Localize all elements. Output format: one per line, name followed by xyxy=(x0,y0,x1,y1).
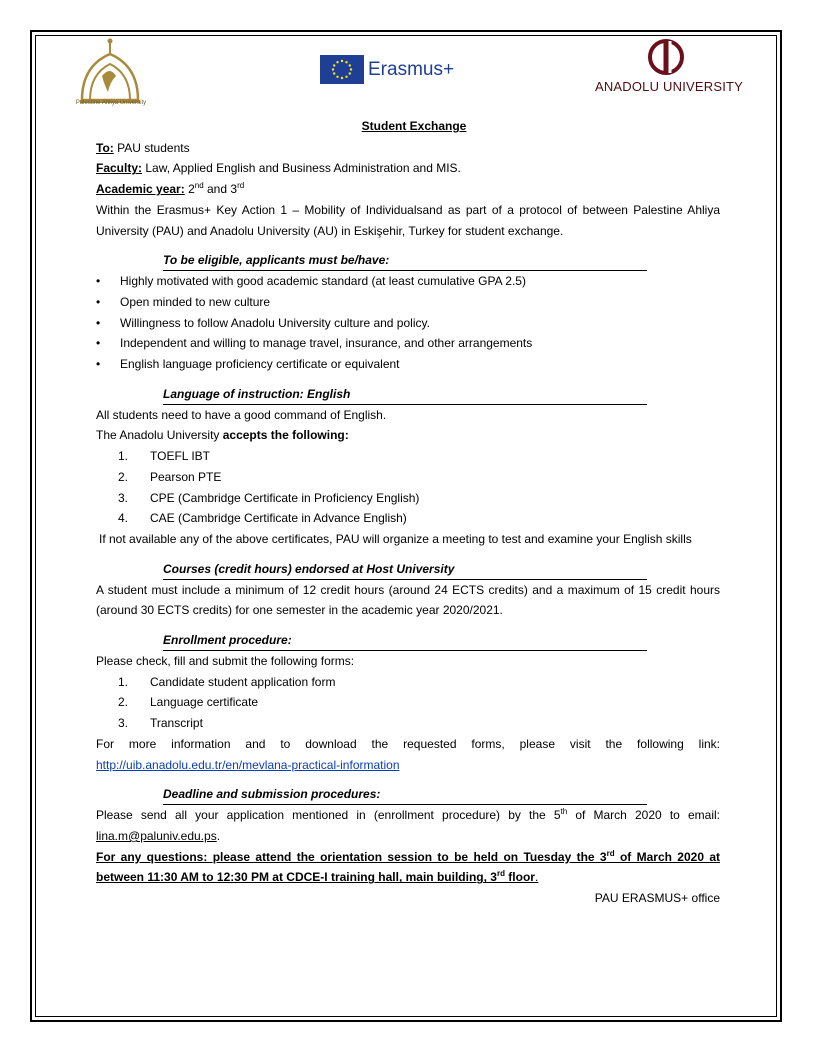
list-number: 3. xyxy=(118,716,129,731)
signature: PAU ERASMUS+ office xyxy=(594,891,720,906)
language-line-2-prefix: The Anadolu University xyxy=(96,428,223,443)
forms-list xyxy=(96,672,720,734)
eligibility-heading: To be eligible, applicants must be/have: xyxy=(163,250,647,271)
eu-flag-icon xyxy=(320,55,364,84)
faculty-line xyxy=(96,158,720,179)
language-note: If not available any of the above certificates, PAU will organize a meeting to test and examine your English skills xyxy=(99,531,692,546)
to-label: To: xyxy=(96,140,114,155)
intro-paragraph: Within the Erasmus+ Key Action 1 – Mobility of Individualsand as part of a protocol of between Palestine Ahliya University (PAU) and Anadolu University (AU) in Eskişehir, Turkey for student exchange. xyxy=(96,202,720,238)
orientation-text-1: For any questions: please attend the orientation session to be held on Tuesday the 3 xyxy=(96,849,607,864)
list-item xyxy=(96,713,720,734)
to-line xyxy=(96,138,720,159)
list-number: 2. xyxy=(118,695,129,710)
list-number: 2. xyxy=(118,469,129,484)
list-text: Transcript xyxy=(150,716,203,731)
to-value: PAU students xyxy=(117,140,190,155)
list-item xyxy=(96,692,720,713)
page-title: Student Exchange xyxy=(361,119,467,133)
more-info-paragraph xyxy=(96,734,720,775)
language-line-2 xyxy=(96,425,720,446)
pau-logo-caption: Palestine Ahliya University xyxy=(75,100,147,106)
list-number: 1. xyxy=(118,674,129,689)
deadline-paragraph xyxy=(96,805,720,846)
list-text: Candidate student application form xyxy=(150,674,336,689)
orientation-sup-1: rd xyxy=(606,848,615,858)
list-number: 3. xyxy=(118,490,129,505)
academic-year-label: Academic year: xyxy=(96,182,185,197)
list-item: • Willingness to follow Anadolu University culture and policy. xyxy=(96,313,720,334)
academic-year-first: 2 xyxy=(188,182,195,197)
anadolu-university-name: ANADOLU UNIVERSITY xyxy=(594,79,744,94)
academic-year-first-sup: nd xyxy=(194,181,204,191)
list-item xyxy=(96,467,720,488)
orientation-text-3: floor xyxy=(504,870,535,885)
list-number: 4. xyxy=(118,511,129,526)
certificate-list xyxy=(96,446,720,529)
list-item xyxy=(96,508,720,529)
list-text: Language certificate xyxy=(150,695,259,710)
list-text: TOEFL IBT xyxy=(150,449,211,464)
list-number: 1. xyxy=(118,449,129,464)
language-line-2-bold: accepts the following: xyxy=(222,428,349,443)
erasmus-text: Erasmus+ xyxy=(368,58,455,80)
courses-heading: Courses (credit hours) endorsed at Host University xyxy=(163,559,647,580)
language-heading: Language of instruction: English xyxy=(163,384,647,405)
academic-year-and: and xyxy=(207,182,228,197)
list-item: • Highly motivated with good academic standard (at least cumulative GPA 2.5) xyxy=(96,271,720,292)
orientation-sup-2: rd xyxy=(496,869,505,879)
erasmus-logo xyxy=(320,55,454,84)
orientation-text-2: of March 2020 at between 11:30 AM to 12:30 PM at CDCE-I training hall, main building, 3 xyxy=(96,849,721,885)
list-item xyxy=(96,446,720,467)
email-period: . xyxy=(216,828,221,843)
orientation-period: . xyxy=(534,870,539,885)
list-item: • Independent and willing to manage travel, insurance, and other arrangements xyxy=(96,333,720,354)
enrollment-intro: Please check, fill and submit the following forms: xyxy=(96,654,355,669)
pau-logo xyxy=(68,36,152,110)
anadolu-logo-icon xyxy=(646,38,686,76)
language-line-1: All students need to have a good command of English. xyxy=(96,407,387,422)
list-text: CPE (Cambridge Certificate in Proficiency English) xyxy=(150,490,420,505)
enrollment-heading: Enrollment procedure: xyxy=(163,630,647,651)
more-info-text: For more information and to download the requested forms, please visit the following link: xyxy=(96,736,720,751)
faculty-label: Faculty: xyxy=(96,161,143,176)
list-item xyxy=(96,672,720,693)
courses-text: A student must include a minimum of 12 credit hours (around 24 ECTS credits) and a maximum of 15 credit hours (around 30 ECTS credits) for one semester in the academic year 2020/2021. xyxy=(96,582,720,618)
academic-year-line xyxy=(96,179,720,200)
academic-year-second: 3 xyxy=(230,182,238,197)
deadline-heading: Deadline and submission procedures: xyxy=(163,784,647,805)
list-text: Pearson PTE xyxy=(150,469,222,484)
list-item xyxy=(96,488,720,509)
list-text: CAE (Cambridge Certificate in Advance English) xyxy=(150,511,407,526)
deadline-text-before: Please send all your application mentioned in (enrollment procedure) by the 5 xyxy=(96,808,561,823)
faculty-value: Law, Applied English and Business Administration and MIS. xyxy=(145,161,461,176)
academic-year-second-sup: rd xyxy=(237,181,245,191)
orientation-notice xyxy=(96,847,720,888)
list-item: • English language proficiency certificate or equivalent xyxy=(96,354,720,375)
deadline-text-after: of March 2020 to email: xyxy=(567,808,721,823)
forms-link[interactable]: http://uib.anadolu.edu.tr/en/mevlana-practical-information xyxy=(96,757,400,772)
contact-email-link[interactable]: lina.m@paluniv.edu.ps xyxy=(96,828,217,843)
eligibility-list xyxy=(96,271,720,375)
deadline-sup: th xyxy=(560,807,568,817)
list-item: • Open minded to new culture xyxy=(96,292,720,313)
document-body xyxy=(96,116,720,909)
